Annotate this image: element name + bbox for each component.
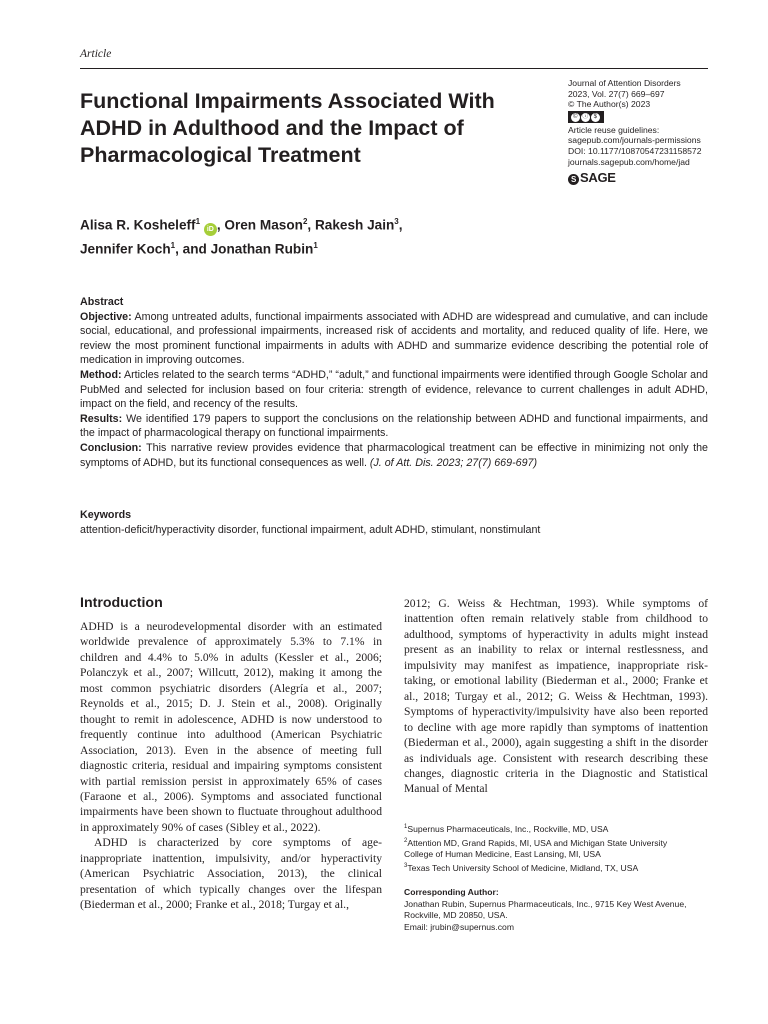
nc-icon: $ [591, 113, 600, 122]
journal-volume: 2023, Vol. 27(7) 669–697 [568, 88, 665, 99]
keywords-list: attention-deficit/hyperactivity disorder, functional impairment, adult ADHD, stimulant, nonstimulant [80, 523, 541, 536]
author-list: Alisa R. Kosheleff$^1$ iD , Oren Mason$^2$, Rakesh Jain$^3$, Jennifer Koch$^1$, and Jonathan Rubin$^1$ [80, 217, 403, 257]
doi-link[interactable]: DOI: 10.1177/10870547231158572 [568, 145, 702, 156]
abstract-heading: Abstract [80, 296, 124, 308]
reuse-guidelines-label: Article reuse guidelines: [568, 124, 660, 135]
journal-name: Journal of Attention Disorders [568, 78, 681, 88]
affiliation: College of Human Medicine, East Lansing, MI, USA [404, 849, 601, 860]
author-name[interactable]: Jonathan Rubin [210, 241, 314, 257]
abstract [80, 295, 708, 470]
header-rule [80, 68, 708, 69]
abstract-citation: (J. of Att. Dis. 2023; 27(7) 669-697) [369, 456, 538, 469]
section-heading-introduction: Introduction [80, 595, 163, 611]
corresponding-author-email[interactable]: Email: jrubin@supernus.com [404, 922, 514, 933]
body-paragraph: ADHD is a neurodevelopmental disorder with an estimated worldwide prevalence of approximately 5.3% to 7.1% in children and 4.4% to 5.0% in adults (Kessler et al., 2006; Polanczyk et al., 2007; Willcutt, 2012), making it among the most common psychiatric disorders (Alegría et al., 2007; Reynolds et al., 2015; D. J. Stein et al., 2008). Originally thought to remit in adolescence, ADHD is now understood to frequently continue into adulthood (American Psychiatric Association, 2013). Even in the absence of meeting full diagnostic criteria, residual and impairing symptoms consistent with partial remission persist in approximately 65% of cases (Faraone et al., 2006). Symptoms and associated functional impairments have been shown to fluctuate throughout adulthood in approximately 90% of cases (Sibley et al., 2022). [80, 620, 382, 834]
abstract-method: Method: Articles related to the search terms “ADHD,” “adult,” and functional impairments were identified through Google Scholar and PubMed and selected for inclusion based on four criteria: strength of evidence, relevance to current challenges in adult ADHD, impact on the field, and recency of the results. [80, 368, 708, 411]
journal-meta [568, 78, 718, 185]
corresponding-author-line: Rockville, MD 20850, USA. [404, 910, 508, 921]
author-name[interactable]: Jennifer Koch [80, 241, 171, 257]
by-icon: ⓘ [582, 113, 589, 120]
body-column-left [80, 619, 382, 913]
author-name[interactable]: Rakesh Jain [314, 217, 395, 233]
journal-home-link[interactable]: journals.sagepub.com/home/jad [568, 156, 690, 167]
corresponding-author-heading: Corresponding Author: [404, 886, 499, 897]
cc-license-badge[interactable] [568, 111, 604, 123]
abstract-results: Results: We identified 179 papers to support the conclusions on the relationship between ADHD and functional impairments, and the impact of pharmacological therapy on functional impairments. [80, 412, 708, 440]
permissions-link[interactable]: sagepub.com/journals-permissions [568, 135, 701, 146]
author-name[interactable]: Oren Mason [224, 217, 303, 233]
footnotes [404, 822, 714, 934]
sage-logo: S SAGE [568, 170, 718, 185]
abstract-objective: Objective: Among untreated adults, functional impairments associated with ADHD are widespread and cumulative, and can include social, educational, and professional impairments, increased risk of accidents and mortality, and reduced quality of life. Here, we review the most prominent functional impairments in adults with ADHD and summarize evidence describing the potential role of medication in improving outcomes. [80, 310, 708, 367]
article-title: Functional Impairments Associated With ADHD in Adulthood and the Impact of Pharmacological Treatment [80, 89, 495, 167]
keywords [80, 508, 708, 537]
body-paragraph: ADHD is characterized by core symptoms of age-inappropriate inattention, impulsivity, and/or hyperactivity (American Psychiatric Association, 2013), the clinical presentation of which typically changes over the lifespan (Biederman et al., 2000; Franke et al., 2018; Turgay et al., [80, 836, 382, 912]
affiliation: $^3$Texas Tech University School of Medicine, Midland, TX, USA [404, 862, 639, 873]
affiliation: $^1$Supernus Pharmaceuticals, Inc., Rockville, MD, USA [404, 823, 609, 834]
copyright-line: © The Author(s) 2023 [568, 99, 651, 110]
article-type-label: Article [80, 48, 112, 60]
abstract-conclusion: Conclusion: This narrative review provides evidence that pharmacological treatment can be effective in minimizing not only the symptoms of ADHD, but its functional consequences as well. (J. of Att. Dis. 2023; 27(7) 669-697) [80, 441, 708, 469]
body-paragraph: 2012; G. Weiss & Hechtman, 1993). While symptoms of inattention often remain relatively stable from childhood to adulthood, symptoms of hyperactivity in adults might instead present as an inability to relax or internal restlessness, and impulsivity may manifest as impatience, inappropriate risk-taking, or emotional lability (Biederman et al., 2000; Franke et al., 2018; Turgay et al., 2012; G. Weiss & Hechtman, 1993). Symptoms of hyperactivity/impulsivity have also been reported to decline with age more rapidly than symptoms of inattention (Biederman et al., 2000), again suggesting a shift in the disorder as individuals age. Consistent with research describing these changes, diagnostic criteria in the Diagnostic and Statistical Manual of Mental [404, 597, 708, 796]
author-name[interactable]: Alisa R. Kosheleff [80, 217, 196, 233]
body-column-right [404, 596, 708, 797]
cc-icon: © [571, 113, 580, 122]
keywords-heading: Keywords [80, 509, 132, 521]
corresponding-author-line: Jonathan Rubin, Supernus Pharmaceuticals, Inc., 9715 Key West Avenue, [404, 898, 687, 909]
orcid-icon[interactable]: iD [204, 223, 217, 236]
affiliation: $^2$Attention MD, Grand Rapids, MI, USA and Michigan State University [404, 837, 668, 848]
sage-logo-icon: S [568, 174, 579, 185]
